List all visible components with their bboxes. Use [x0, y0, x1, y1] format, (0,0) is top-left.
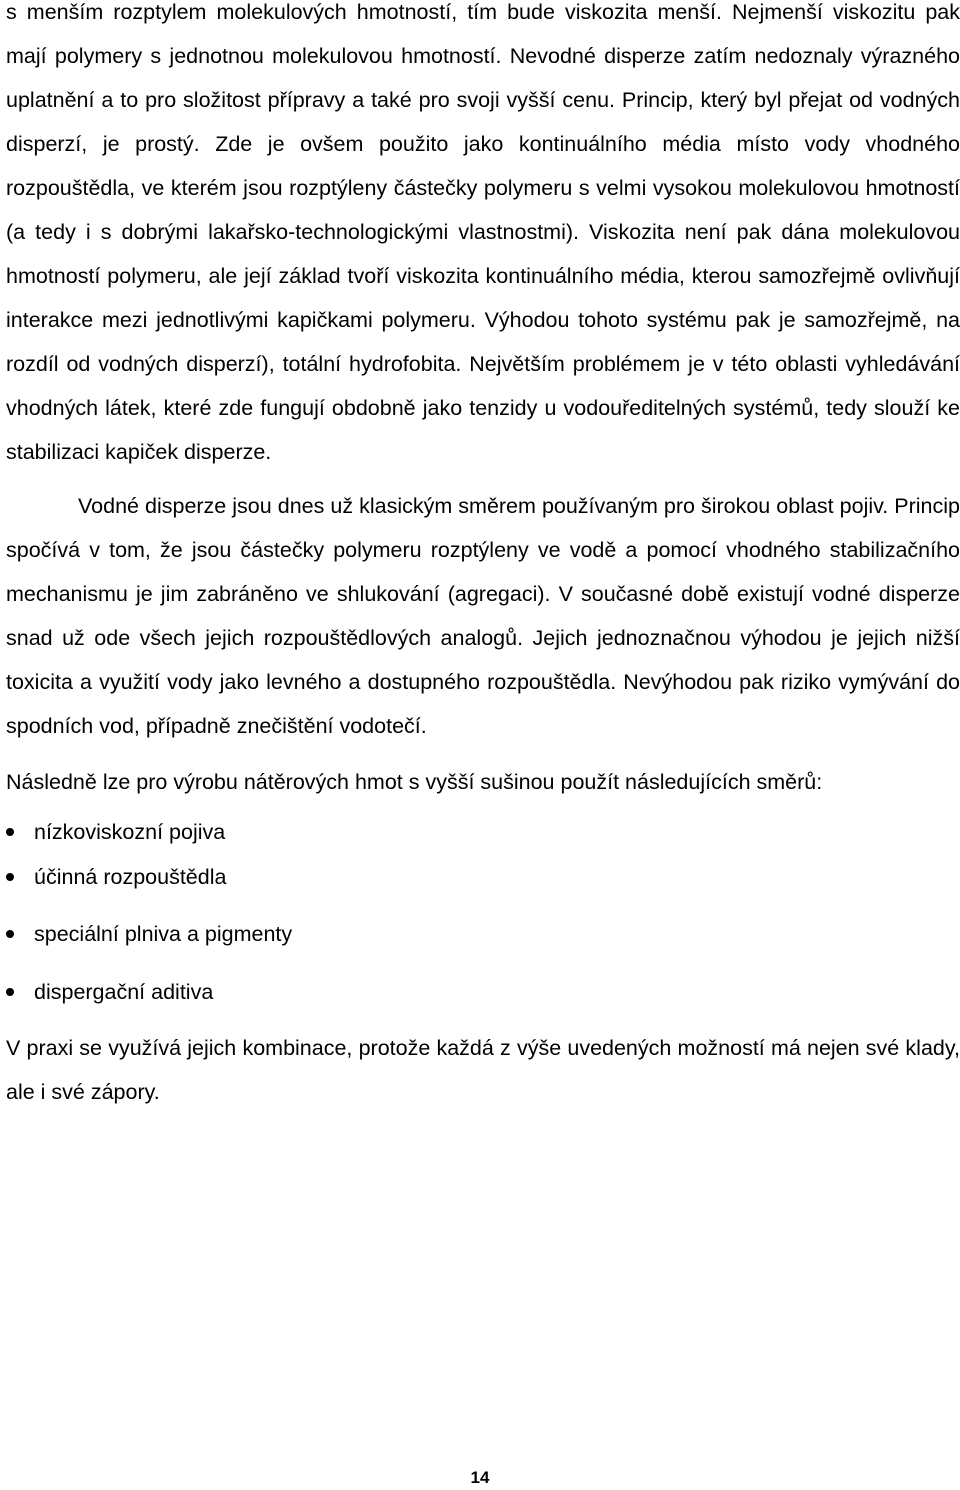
- list-item: [6, 863, 960, 892]
- paragraph-closing: V praxi se využívá jejich kombinace, protože každá z výše uvedených možností má nejen své klady, ale i své zápory.: [6, 1036, 960, 1104]
- bullet-dot-icon: [6, 873, 14, 881]
- list-item: [6, 920, 960, 949]
- list-item: [6, 818, 960, 847]
- bullet-list: [6, 818, 960, 1007]
- page-number: 14: [470, 1468, 490, 1487]
- paragraph-aqueous-dispersions: Vodné disperze jsou dnes už klasickým směrem používaným pro širokou oblast pojiv. Princip spočívá v tom, že jsou částečky polymeru rozptýleny ve vodě a pomocí vhodného stabilizačního mechanismu je jim zabráněno ve shlukování (agregaci). V současné době existují vodné disperze snad už ode všech jejich rozpouštědlových analogů. Jejich jednoznačnou výhodou je jejich nižší toxicita a využití vody jako levného a dostupného rozpouštědla. Nevýhodou pak riziko vymývání do spodních vod, případně znečištění vodotečí.: [6, 494, 960, 738]
- paragraph-high-solids-directions: Následně lze pro výrobu nátěrových hmot s vyšší sušinou použít následujících směrů:: [6, 770, 823, 794]
- bullet-dot-icon: [6, 828, 14, 836]
- bullet-dot-icon: [6, 988, 14, 996]
- paragraph-nonaqueous-dispersions: s menším rozptylem molekulových hmotností, tím bude viskozita menší. Nejmenší viskozitu pak mají polymery s jednotnou molekulovou hmotností. Nevodné disperze zatím nedoznaly výrazného uplatnění a to pro složitost přípravy a také pro svoji vyšší cenu. Princip, který byl přejat od vodných disperzí, je prostý. Zde je ovšem použito jako kontinuálního média místo vody vhodného rozpouštědla, ve kterém jsou rozptýleny částečky polymeru s velmi vysokou molekulovou hmotností (a tedy i s dobrými lakařsko-technologickými vlastnostmi). Viskozita není pak dána molekulovou hmotností polymeru, ale její základ tvoří viskozita kontinuálního média, kterou samozřejmě ovlivňují interakce mezi jednotlivými kapičkami polymeru. Výhodou tohoto systému pak je samozřejmě, na rozdíl od vodných disperzí), totální hydrofobita. Největším problémem je v této oblasti vyhledávání vhodných látek, které zde fungují obdobně jako tenzidy u vodouředitelných systémů, tedy slouží ke stabilizaci kapiček disperze.: [6, 0, 960, 464]
- list-item: [6, 978, 960, 1007]
- list-item-text: speciální plniva a pigmenty: [34, 922, 293, 946]
- list-item-text: dispergační aditiva: [34, 980, 214, 1004]
- list-item-text: účinná rozpouštědla: [34, 865, 227, 889]
- bullet-dot-icon: [6, 930, 14, 938]
- list-item-text: nízkoviskozní pojiva: [34, 820, 226, 844]
- document-page: [6, 0, 960, 1114]
